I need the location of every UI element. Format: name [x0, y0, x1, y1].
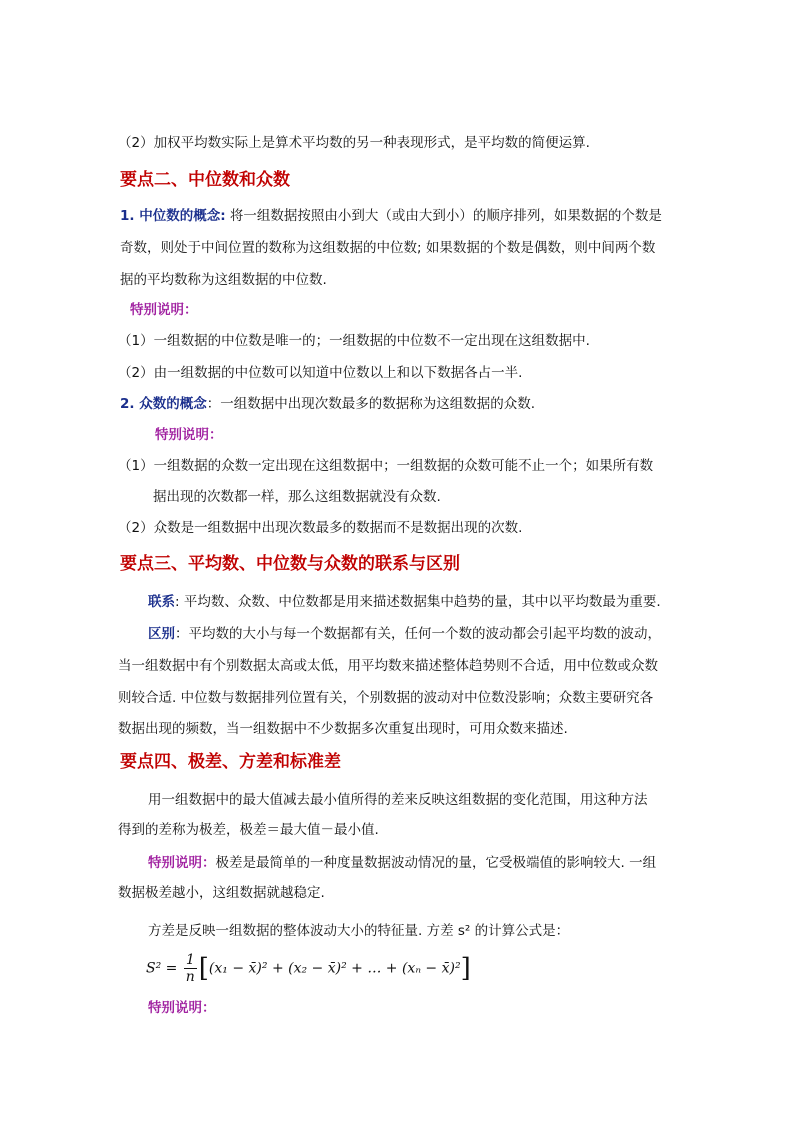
mode-note-1a: （1）一组数据的众数一定出现在这组数据中；一组数据的众数可能不止一个；如果所有数 [118, 458, 654, 474]
heading-point-three: 要点三、平均数、中位数与众数的联系与区别 [120, 554, 460, 574]
special-note-label-4: 特别说明： [148, 1000, 216, 1016]
range-note-line-2: 数据极差越小，这组数据就越稳定. [118, 885, 325, 901]
median-def-line-3: 据的平均数称为这组数据的中位数. [120, 272, 327, 288]
formula-denominator: n [185, 969, 195, 985]
formula-body: (x₁ − x̄)² + (x₂ − x̄)² + … + (xₙ − x̄)² [208, 960, 461, 977]
difference-line-2: 当一组数据中有个别数据太高或太低，用平均数来描述整体趋势则不合适，用中位数或众数 [118, 658, 658, 674]
relation-text: : 平均数、众数、中位数都是用来描述数据集中趋势的量，其中以平均数最为重要. [175, 594, 661, 610]
difference-line-4: 数据出现的频数，当一组数据中不少数据多次重复出现时，可用众数来描述. [118, 721, 568, 737]
median-def-line-2: 奇数，则处于中间位置的数称为这组数据的中位数; 如果数据的个数是偶数，则中间两个数 [120, 240, 656, 256]
difference-line-1 [148, 624, 661, 644]
relation-label: 联系 [148, 594, 175, 610]
difference-label: 区别 [148, 626, 175, 642]
median-concept-label: 1. 中位数的概念: [120, 208, 226, 224]
mode-def-text: ：一组数据中出现次数最多的数据称为这组数据的众数. [206, 396, 536, 412]
difference-text-1: ：平均数的大小与每一个数据都有关，任何一个数的波动都会引起平均数的波动， [175, 626, 661, 642]
special-note-label-2: 特别说明： [155, 427, 223, 443]
special-note-label-3: 特别说明： [148, 855, 216, 871]
mode-def-line [120, 394, 535, 414]
mode-concept-label: 2. 众数的概念 [120, 396, 207, 412]
mode-note-2: （2）众数是一组数据中出现次数最多的数据而不是数据出现的次数. [118, 520, 523, 536]
formula-right-bracket: ] [460, 953, 471, 984]
median-note-1: （1）一组数据的中位数是唯一的；一组数据的中位数不一定出现在这组数据中. [118, 333, 590, 349]
range-note-text-1: 极差是最简单的一种度量数据波动情况的量，它受极端值的影响较大. 一组 [215, 855, 657, 871]
variance-formula [146, 952, 471, 985]
median-def-line-1 [120, 206, 662, 226]
median-def-text-1: 将一组数据按照由小到大（或由大到小）的顺序排列，如果数据的个数是 [225, 208, 662, 224]
variance-intro: 方差是反映一组数据的整体波动大小的特征量. 方差 s² 的计算公式是： [148, 923, 570, 939]
heading-point-two: 要点二、中位数和众数 [120, 170, 290, 190]
difference-line-3: 则较合适. 中位数与数据排列位置有关，个别数据的波动对中位数没影响；众数主要研究各 [118, 690, 654, 706]
range-def-line-1: 用一组数据中的最大值减去最小值所得的差来反映这组数据的变化范围，用这种方法 [148, 792, 648, 808]
median-note-2: （2）由一组数据的中位数可以知道中位数以上和以下数据各占一半. [118, 365, 523, 381]
formula-numerator: 1 [185, 952, 195, 968]
weighted-mean-note: （2）加权平均数实际上是算术平均数的另一种表现形式，是平均数的简便运算. [118, 135, 590, 151]
formula-lhs: S² = [146, 960, 178, 977]
relation-line [148, 592, 661, 612]
formula-left-bracket: [ [198, 953, 209, 984]
range-def-line-2: 得到的差称为极差，极差＝最大值－最小值. [118, 822, 379, 838]
special-note-label-1: 特别说明： [130, 302, 198, 318]
formula-fraction [184, 952, 197, 985]
heading-point-four: 要点四、极差、方差和标准差 [120, 752, 341, 772]
mode-note-1b: 据出现的次数都一样，那么这组数据就没有众数. [153, 489, 441, 505]
range-note-line-1 [148, 853, 656, 873]
